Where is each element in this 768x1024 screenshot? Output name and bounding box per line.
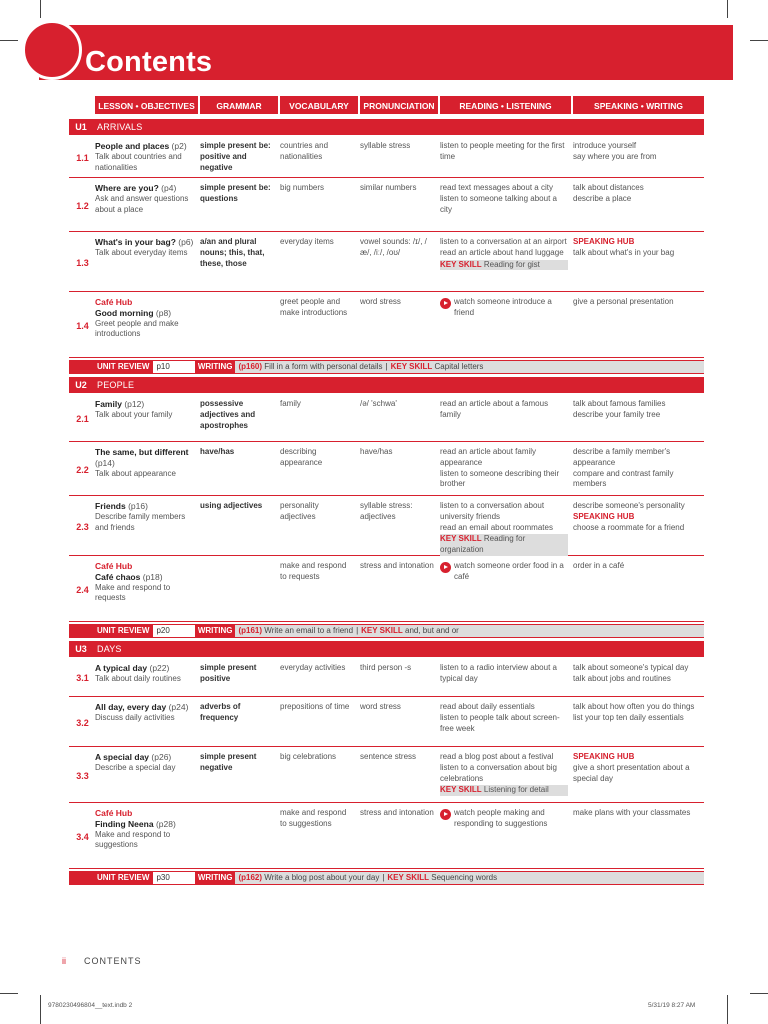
unit-header — [69, 119, 704, 135]
reading-text: read text messages about a city listen to someone talking about a city — [440, 183, 557, 214]
cafe-hub-label: Café Hub — [95, 808, 133, 818]
lesson-title — [95, 141, 195, 152]
lesson-objective: Talk about your family — [95, 409, 173, 419]
reading-text: listen to a conversation about university friends read an email about roommates — [440, 501, 553, 532]
key-skill-label: KEY SKILL — [440, 259, 482, 269]
speaking-writing-cell — [571, 660, 704, 696]
speaking-writing-cell — [571, 749, 704, 802]
speaking-writing-cell — [571, 138, 704, 177]
speaking-hub-label: SPEAKING HUB — [573, 511, 635, 521]
unit-review-bar — [69, 871, 704, 885]
unit-code: U2 — [75, 380, 87, 390]
reading-text: read an article about a famous family — [440, 399, 549, 419]
vocabulary-cell: make and respond to suggestions — [280, 808, 347, 828]
writing-page: (p161) — [238, 626, 263, 635]
key-skill-label: KEY SKILL — [440, 534, 482, 544]
grammar-cell: using adjectives — [200, 501, 263, 510]
separator: | — [385, 362, 388, 371]
speaking-writing-cell — [571, 294, 704, 357]
grammar-cell: simple present be: positive and negative — [200, 141, 271, 172]
vocabulary-cell: everyday items — [280, 237, 334, 246]
unit-code: U3 — [75, 644, 87, 654]
video-activity[interactable]: watch people making and responding to suggestions — [454, 808, 548, 828]
reading-listening-cell — [438, 699, 571, 746]
lesson-objective: Talk about everyday items — [95, 247, 188, 257]
grammar-cell: adverbs of frequency — [200, 702, 241, 722]
lesson-objective: Make and respond to requests — [95, 582, 171, 603]
reading-listening-cell — [438, 444, 571, 495]
speaking-text-pre: describe someone's personality — [573, 501, 685, 510]
grammar-cell: a/an and plural nouns; this, that, these, those — [200, 237, 265, 268]
key-skill — [440, 534, 568, 556]
speaking-text: make plans with your classmates — [573, 808, 691, 817]
unit-header — [69, 377, 704, 393]
vocabulary-cell: prepositions of time — [280, 702, 350, 711]
writing-page: (p162) — [238, 873, 263, 882]
lesson-number: 1.4 — [76, 320, 89, 331]
lesson-title-text: Family — [95, 399, 122, 409]
lesson-cell — [93, 660, 198, 696]
grammar-cell: simple present positive — [200, 663, 257, 683]
pronunciation-cell: /ə/ 'schwa' — [360, 399, 397, 408]
reading-listening-cell — [438, 558, 571, 621]
lesson-row — [69, 660, 704, 697]
lesson-row — [69, 180, 704, 232]
lesson-title-text: All day, every day — [95, 702, 167, 712]
lesson-page: (p2) — [171, 141, 187, 151]
lesson-title — [95, 501, 195, 512]
pronunciation-cell: syllable stress — [360, 141, 411, 150]
speaking-text: order in a café — [573, 561, 625, 570]
lesson-cell — [93, 498, 198, 555]
lesson-page: (p8) — [155, 307, 172, 318]
pronunciation-cell: vowel sounds: /ɪ/, /æ/, /iː/, /oʊ/ — [360, 237, 427, 257]
lesson-cell — [93, 138, 198, 177]
print-slug-right: 5/31/19 8:27 AM — [648, 1002, 696, 1009]
reading-text: listen to a conversation at an airport read an article about hand luggage — [440, 237, 567, 257]
lesson-title-text: The same, but different — [95, 447, 189, 457]
reading-listening-cell — [438, 660, 571, 696]
lesson-row — [69, 444, 704, 496]
reading-listening-cell — [438, 498, 571, 555]
review-key-skill-label: KEY SKILL — [387, 873, 430, 882]
lesson-title — [95, 572, 195, 583]
column-header-speaking: SPEAKING • WRITING — [571, 96, 704, 114]
lesson-cell — [93, 699, 198, 746]
lesson-objective: Discuss daily activities — [95, 712, 175, 722]
reading-listening-cell — [438, 138, 571, 177]
lesson-cell — [93, 234, 198, 291]
lesson-page: (p18) — [142, 571, 163, 582]
speaking-text: talk about how often you do things list your top ten daily essentials — [573, 702, 695, 722]
reading-listening-cell — [438, 396, 571, 441]
play-video-icon[interactable] — [440, 562, 451, 573]
unit-review-page: p10 — [153, 361, 194, 373]
lesson-cell — [93, 294, 198, 357]
lesson-cell — [93, 444, 198, 495]
lesson-number: 3.1 — [76, 673, 89, 684]
pronunciation-cell: sentence stress — [360, 752, 417, 761]
lesson-row — [69, 138, 704, 178]
vocabulary-cell: big numbers — [280, 183, 325, 192]
lesson-row — [69, 498, 704, 556]
pronunciation-cell: stress and intonation — [360, 561, 434, 570]
lesson-page: (p28) — [155, 818, 176, 829]
play-video-icon[interactable] — [440, 298, 451, 309]
page-title: Contents — [85, 46, 213, 78]
speaking-text: introduce yourself say where you are from — [573, 141, 657, 161]
lesson-title-text: A special day — [95, 752, 150, 762]
separator: | — [356, 626, 359, 635]
lesson-number: 3.4 — [76, 831, 89, 842]
vocabulary-cell: describing appearance — [280, 447, 323, 467]
reading-listening-cell — [438, 234, 571, 291]
lesson-title — [95, 399, 195, 410]
column-header-vocabulary: VOCABULARY — [278, 96, 358, 114]
lesson-objective: Talk about appearance — [95, 468, 176, 478]
lesson-row — [69, 234, 704, 292]
speaking-writing-cell — [571, 558, 704, 621]
lesson-objective: Talk about daily routines — [95, 673, 181, 683]
grammar-cell: have/has — [200, 447, 235, 456]
cafe-hub-label: Café Hub — [95, 297, 133, 307]
speaking-writing-cell — [571, 498, 704, 555]
lesson-cell — [93, 180, 198, 231]
lesson-title-text: Good morning — [95, 307, 154, 318]
pronunciation-cell: word stress — [360, 702, 401, 711]
vocabulary-cell: greet people and make introductions — [280, 297, 348, 317]
lesson-number: 1.2 — [76, 200, 89, 211]
reading-text: read a blog post about a festival listen to a conversation about big celebrations — [440, 752, 557, 783]
reading-text: read an article about family appearance listen to someone describing their brother — [440, 447, 560, 489]
unit-review-page: p20 — [153, 625, 194, 637]
speaking-hub-label: SPEAKING HUB — [573, 237, 635, 246]
lesson-objective: Make and respond to suggestions — [95, 829, 171, 850]
lesson-title — [95, 237, 195, 248]
pronunciation-cell: have/has — [360, 447, 393, 456]
lesson-number: 3.2 — [76, 717, 89, 728]
writing-details — [235, 872, 704, 884]
play-video-icon[interactable] — [440, 809, 451, 820]
reading-listening-cell — [438, 180, 571, 231]
column-header-grammar: GRAMMAR — [198, 96, 278, 114]
print-slug-left: 9780230496804__text.indb 2 — [48, 1002, 133, 1009]
writing-label: WRITING — [195, 361, 236, 373]
speaking-text: talk about what's in your bag — [573, 247, 675, 257]
unit-header — [69, 641, 704, 657]
writing-label: WRITING — [195, 625, 236, 637]
lesson-title-text: What's in your bag? — [95, 237, 176, 247]
lesson-title-text: Finding Neena — [95, 818, 154, 829]
speaking-text: talk about someone's typical day talk about jobs and routines — [573, 663, 689, 683]
writing-text: Write a blog post about your day — [264, 873, 380, 882]
review-key-skill-text: Sequencing words — [431, 873, 498, 882]
lesson-page: (p6) — [178, 237, 194, 247]
lesson-cell — [93, 558, 198, 621]
lesson-row — [69, 294, 704, 358]
pronunciation-cell: syllable stress: adjectives — [360, 501, 413, 521]
grammar-cell — [198, 558, 278, 621]
key-skill-text: Reading for organization — [440, 534, 526, 555]
grammar-cell: simple present be: questions — [200, 183, 271, 203]
footer-label: CONTENTS — [84, 956, 142, 966]
reading-text: listen to a radio interview about a typical day — [440, 663, 557, 683]
video-activity[interactable]: watch someone order food in a café — [454, 561, 564, 581]
lesson-title — [95, 447, 195, 469]
key-skill-label: KEY SKILL — [440, 785, 482, 795]
writing-text: Write an email to a friend — [264, 626, 354, 635]
key-skill — [440, 785, 568, 796]
writing-label: WRITING — [195, 872, 236, 884]
column-header-pronunciation: PRONUNCIATION — [358, 96, 438, 114]
grammar-cell — [198, 294, 278, 357]
speaking-hub-label: SPEAKING HUB — [573, 752, 635, 761]
review-key-skill-text: Capital letters — [434, 362, 484, 371]
lesson-title — [95, 183, 195, 194]
lesson-title — [95, 663, 195, 674]
speaking-writing-cell — [571, 180, 704, 231]
reading-text: listen to people meeting for the first time — [440, 141, 565, 161]
lesson-title — [95, 752, 195, 763]
lesson-title-text: A typical day — [95, 663, 148, 673]
vocabulary-cell: everyday activities — [280, 663, 346, 672]
speaking-text: talk about distances describe a place — [573, 183, 644, 203]
writing-details — [235, 361, 704, 373]
lesson-objective: Ask and answer questions about a place — [95, 193, 189, 214]
lesson-objective: Describe a special day — [95, 762, 176, 772]
column-header-row — [69, 96, 704, 116]
lesson-page: (p4) — [161, 183, 177, 193]
lesson-objective: Greet people and make introductions — [95, 318, 179, 339]
pronunciation-cell: word stress — [360, 297, 401, 306]
lesson-title-text: Friends — [95, 501, 126, 511]
grammar-cell — [198, 805, 278, 868]
speaking-text: talk about famous families describe your family tree — [573, 399, 666, 419]
unit-review-label: UNIT REVIEW — [69, 361, 153, 373]
lesson-page: (p26) — [151, 752, 172, 762]
lesson-row — [69, 558, 704, 622]
lesson-title-text: Café chaos — [95, 571, 141, 582]
reading-listening-cell — [438, 749, 571, 802]
key-skill-text: Listening for detail — [483, 785, 549, 795]
key-skill-text: Reading for gist — [483, 259, 540, 269]
lesson-page: (p22) — [149, 663, 170, 673]
speaking-writing-cell — [571, 805, 704, 868]
lesson-row — [69, 805, 704, 869]
lesson-row — [69, 699, 704, 747]
lesson-title — [95, 702, 195, 713]
header-circle-decoration — [22, 20, 82, 80]
lesson-row — [69, 396, 704, 442]
speaking-text: give a short presentation about a special day — [573, 762, 690, 783]
vocabulary-cell: countries and nationalities — [280, 141, 329, 161]
review-key-skill-label: KEY SKILL — [361, 626, 403, 635]
speaking-text: give a personal presentation — [573, 297, 674, 306]
lesson-title-text: People and places — [95, 141, 170, 151]
unit-name: DAYS — [97, 644, 122, 654]
footer-page-number: ii — [62, 956, 66, 966]
video-activity[interactable]: watch someone introduce a friend — [454, 297, 552, 317]
unit-code: U1 — [75, 122, 87, 132]
vocabulary-cell: big celebrations — [280, 752, 337, 761]
lesson-objective: Talk about countries and nationalities — [95, 151, 182, 172]
lesson-title — [95, 819, 195, 830]
reading-text: read about daily essentials listen to people talk about screen-free week — [440, 702, 560, 733]
reading-listening-cell — [438, 805, 571, 868]
pronunciation-cell: stress and intonation — [360, 808, 434, 817]
unit-name: ARRIVALS — [97, 122, 143, 132]
lesson-page: (p24) — [168, 702, 189, 712]
writing-page: (p160) — [238, 362, 263, 371]
speaking-text: choose a roommate for a friend — [573, 522, 685, 532]
pronunciation-cell: third person -s — [360, 663, 412, 672]
lesson-number: 2.1 — [76, 413, 89, 424]
grammar-cell: simple present negative — [200, 752, 257, 772]
review-key-skill-label: KEY SKILL — [390, 362, 433, 371]
vocabulary-cell: family — [280, 399, 301, 408]
unit-review-label: UNIT REVIEW — [69, 872, 153, 884]
contents-table — [69, 96, 704, 888]
speaking-writing-cell — [571, 699, 704, 746]
unit-name: PEOPLE — [97, 380, 135, 390]
unit-review-bar — [69, 624, 704, 638]
review-key-skill-text: and, but and or — [405, 626, 459, 635]
lesson-cell — [93, 805, 198, 868]
writing-details — [235, 625, 704, 637]
lesson-number: 3.3 — [76, 770, 89, 781]
lesson-title — [95, 308, 195, 319]
speaking-text: describe a family member's appearance compare and contrast family members — [573, 447, 674, 489]
unit-review-page: p30 — [153, 872, 194, 884]
lesson-number: 2.3 — [76, 521, 89, 532]
reading-listening-cell — [438, 294, 571, 357]
key-skill — [440, 260, 568, 271]
speaking-writing-cell — [571, 234, 704, 291]
vocabulary-cell: make and respond to requests — [280, 561, 347, 581]
speaking-writing-cell — [571, 396, 704, 441]
cafe-hub-label: Café Hub — [95, 561, 133, 571]
separator: | — [382, 873, 385, 882]
lesson-number: 1.3 — [76, 257, 89, 268]
lesson-cell — [93, 749, 198, 802]
speaking-writing-cell — [571, 444, 704, 495]
lesson-page: (p12) — [124, 399, 145, 409]
lesson-number: 2.2 — [76, 464, 89, 475]
column-header-lesson: LESSON • OBJECTIVES — [93, 96, 198, 114]
lesson-row — [69, 749, 704, 803]
lesson-title-text: Where are you? — [95, 183, 159, 193]
lesson-number: 2.4 — [76, 584, 89, 595]
pronunciation-cell: similar numbers — [360, 183, 417, 192]
unit-review-label: UNIT REVIEW — [69, 625, 153, 637]
lesson-page: (p16) — [128, 501, 148, 511]
lesson-page: (p14) — [95, 457, 115, 468]
lesson-number: 1.1 — [76, 152, 89, 163]
unit-review-bar — [69, 360, 704, 374]
writing-text: Fill in a form with personal details — [264, 362, 383, 371]
grammar-cell: possessive adjectives and apostrophes — [200, 399, 256, 430]
column-header-reading: READING • LISTENING — [438, 96, 571, 114]
lesson-objective: Describe family members and friends — [95, 511, 186, 532]
vocabulary-cell: personality adjectives — [280, 501, 319, 521]
lesson-cell — [93, 396, 198, 441]
